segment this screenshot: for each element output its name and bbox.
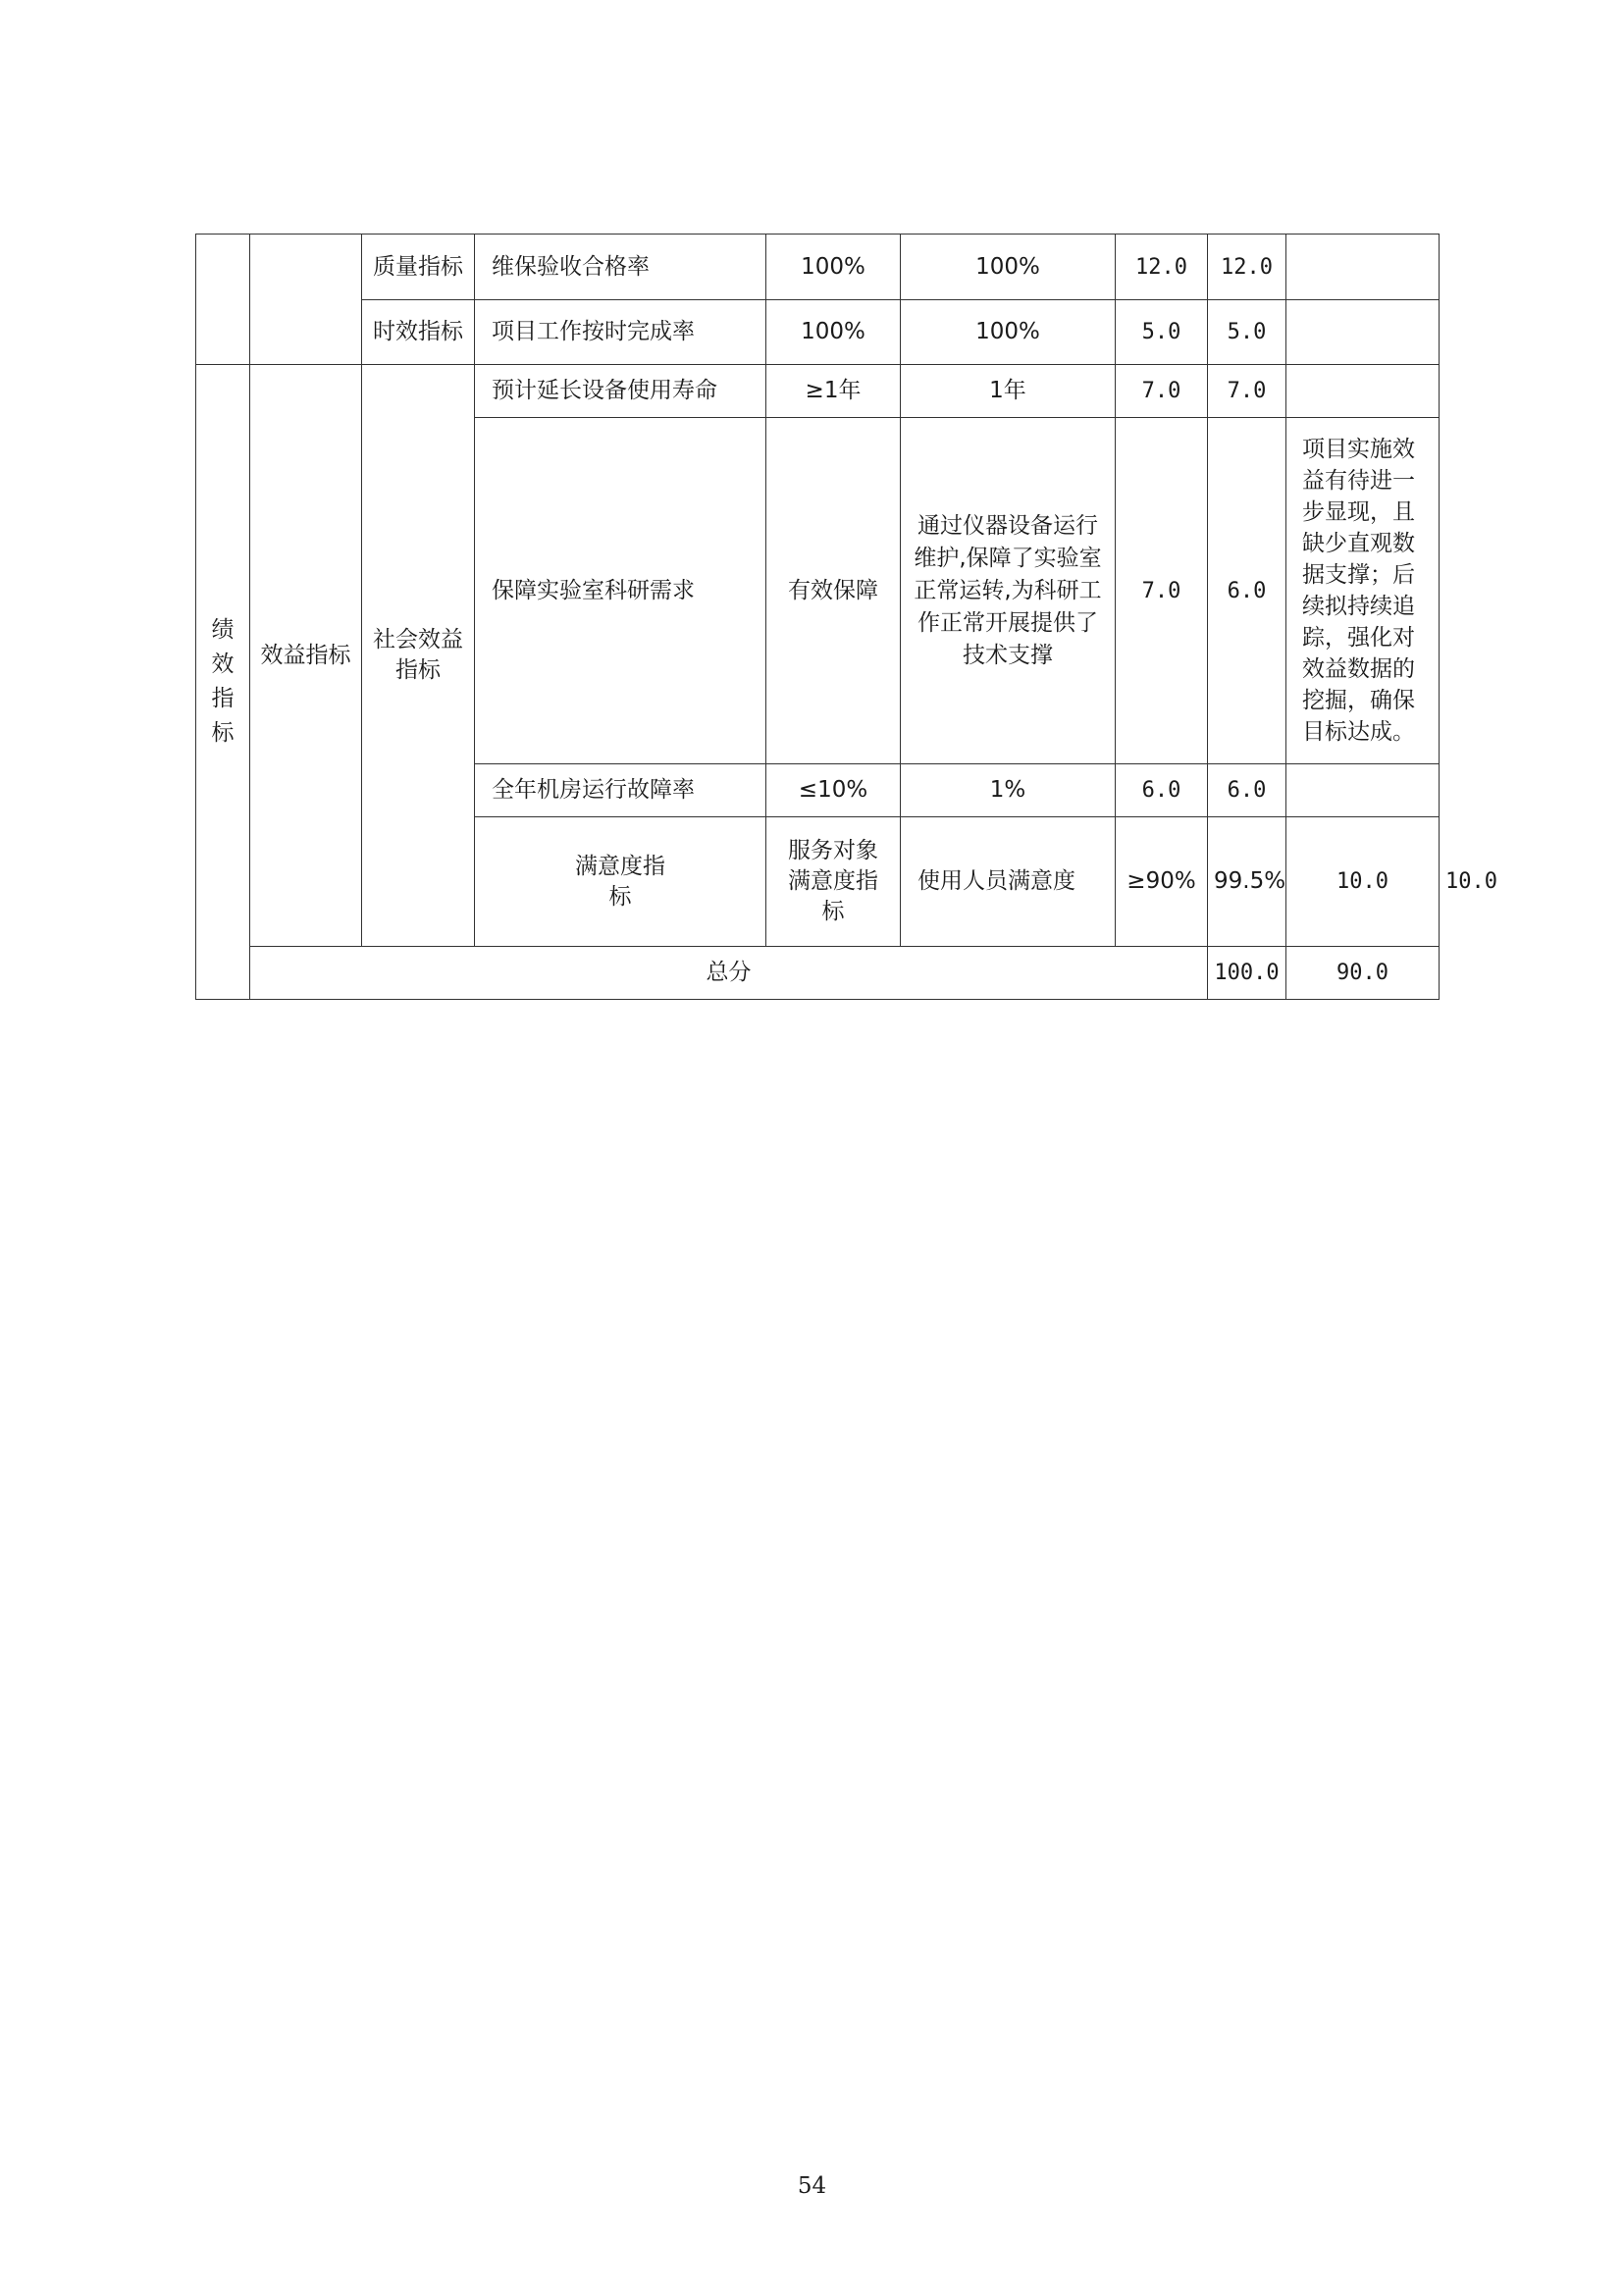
- performance-table: [195, 234, 1497, 1000]
- satisfaction-level2-label: 满意度指标: [575, 853, 665, 910]
- page-number: 54: [797, 2173, 827, 2199]
- cell-actual: 100%: [901, 235, 1116, 300]
- level1-label: 绩效指标: [211, 617, 235, 746]
- cell-target: 100%: [766, 235, 901, 300]
- cell-level3: [766, 817, 901, 947]
- cell-indicator: 项目工作按时完成率: [475, 300, 766, 365]
- satisfaction-level3-label: 服务对象满意度指标: [788, 838, 878, 924]
- cell-indicator: 维保验收合格率: [475, 235, 766, 300]
- cell-indicator: 预计延长设备使用寿命: [475, 365, 766, 418]
- cell-total-score: 90.0: [1286, 947, 1440, 1000]
- cell-score: 12.0: [1208, 235, 1286, 300]
- cell-weight: 10.0: [1286, 817, 1440, 947]
- social-label: 社会效益指标: [373, 627, 463, 683]
- cell-weight: 6.0: [1116, 764, 1208, 817]
- cell-target: ≥90%: [1116, 817, 1208, 947]
- cell-indicator: 全年机房运行故障率: [475, 764, 766, 817]
- cell-target: 有效保障: [766, 418, 901, 764]
- cell-score: 6.0: [1208, 418, 1286, 764]
- cell-level1-performance: [196, 365, 250, 1000]
- table-row-lifespan: [196, 365, 1440, 418]
- cell-remark: [1286, 300, 1440, 365]
- cell-actual: 1年: [901, 365, 1116, 418]
- cell-level2-benefit: [250, 365, 362, 947]
- cell-target: 100%: [766, 300, 901, 365]
- cell-score: 6.0: [1208, 764, 1286, 817]
- cell-actual: 99.5%: [1208, 817, 1286, 947]
- benefit-label: 效益指标: [260, 642, 351, 668]
- cell-indicator: 保障实验室科研需求: [475, 418, 766, 764]
- cell-remark: [1286, 235, 1440, 300]
- cell-weight: 7.0: [1116, 365, 1208, 418]
- cell-remark: [1286, 764, 1440, 817]
- cell-level3-social: [362, 365, 475, 947]
- table-row-timeliness: [196, 300, 1440, 365]
- cell-indicator: 使用人员满意度: [901, 817, 1116, 947]
- table-row-satisfaction: 满意度指标 服务对象满意度指标 使用人员满意度 ≥90% 99.5% 10.0 10.0: [196, 817, 1440, 947]
- cell-level2: [475, 817, 766, 947]
- actual-text: 通过仪器设备运行维护,保障了实验室正常运转,为科研工作正常开展提供了技术支撑: [914, 512, 1102, 668]
- cell-total-label: 总分: [250, 947, 1208, 1000]
- table-row-quality: [196, 235, 1440, 300]
- cell-weight: 12.0: [1116, 235, 1208, 300]
- cell-level1-continued: [196, 235, 250, 365]
- cell-level3: 质量指标: [362, 235, 475, 300]
- cell-actual: 1%: [901, 764, 1116, 817]
- cell-total-weight: 100.0: [1208, 947, 1286, 1000]
- cell-actual: [901, 418, 1116, 764]
- table-row-total: [196, 947, 1440, 1000]
- cell-target: ≥1年: [766, 365, 901, 418]
- cell-weight: 5.0: [1116, 300, 1208, 365]
- cell-target: ≤10%: [766, 764, 901, 817]
- cell-weight: 7.0: [1116, 418, 1208, 764]
- cell-actual: 100%: [901, 300, 1116, 365]
- cell-level2-continued: [250, 235, 362, 365]
- cell-level3: 时效指标: [362, 300, 475, 365]
- cell-remark: 项目实施效益有待进一步显现，且缺少直观数据支撑；后续拟持续追踪，强化对效益数据的挖掘，确保目标达成。: [1286, 418, 1440, 764]
- cell-score: 5.0: [1208, 300, 1286, 365]
- cell-remark: [1286, 365, 1440, 418]
- cell-score: 7.0: [1208, 365, 1286, 418]
